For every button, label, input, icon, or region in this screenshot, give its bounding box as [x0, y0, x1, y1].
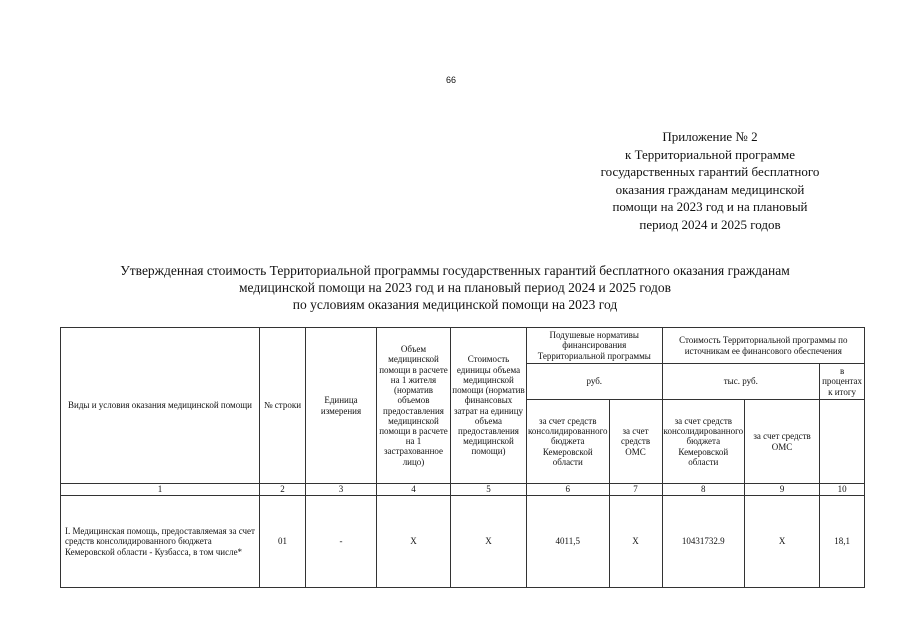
appendix-line: к Территориальной программе — [625, 146, 795, 162]
row-per-capita-oms: X — [609, 496, 662, 588]
page-number: 66 — [446, 75, 457, 85]
row-cost-budget: 10431732.9 — [662, 496, 745, 588]
column-number: 9 — [745, 484, 820, 496]
table-row — [61, 496, 865, 588]
column-number: 4 — [377, 484, 451, 496]
title-line: по условиям оказания медицинской помощи на 2023 год — [292, 297, 618, 312]
column-number: 2 — [260, 484, 306, 496]
appendix-line: период 2024 и 2025 годов — [639, 216, 781, 232]
column-number: 1 — [61, 484, 260, 496]
row-label: I. Медицинская помощь, предоставляемая за счет средств консолидированного бюджета Кемеровской области - Кузбасса, в том числе* — [61, 496, 260, 588]
appendix-line: оказания гражданам медицинской — [615, 181, 805, 197]
header-oms-funds: за счет средств ОМС — [609, 400, 662, 484]
header-oms-funds: за счет средств ОМС — [745, 400, 820, 484]
header-cost-sources: Стоимость Территориальной программы по источникам ее финансового обеспечения — [662, 328, 865, 364]
header-rub: руб. — [527, 364, 663, 400]
header-per-capita: Подушевые нормативы финансирования Территориальной программы — [527, 328, 663, 364]
appendix-header — [560, 128, 860, 233]
header-row-number: № строки — [260, 328, 306, 484]
header-unit: Единица измерения — [306, 328, 377, 484]
title-line: медицинской помощи на 2023 год и на плановый период 2024 и 2025 годов — [239, 280, 671, 295]
column-number: 6 — [527, 484, 610, 496]
header-budget-funds: за счет средств консолидированного бюджета Кемеровской области — [527, 400, 610, 484]
column-number: 8 — [662, 484, 745, 496]
header-volume: Объем медицинской помощи в расчете на 1 жителя (норматив объемов предоставления медицинской помощи в расчете на 1 застрахованное лицо) — [377, 328, 451, 484]
row-number: 01 — [260, 496, 306, 588]
row-per-capita-budget: 4011,5 — [527, 496, 610, 588]
column-number: 3 — [306, 484, 377, 496]
column-number: 7 — [609, 484, 662, 496]
header-unit-cost: Стоимость единицы объема медицинской помощи (норматив финансовых затрат на единицу объема предоставления медицинской помощи) — [451, 328, 527, 484]
row-unit: - — [306, 496, 377, 588]
row-cost-oms: X — [745, 496, 820, 588]
header-percent-blank — [820, 400, 865, 484]
appendix-line: помощи на 2023 год и на плановый — [612, 199, 808, 214]
row-unit-cost: X — [451, 496, 527, 588]
header-types: Виды и условия оказания медицинской помощи — [61, 328, 260, 484]
document-title — [40, 262, 870, 313]
cost-table — [60, 327, 865, 588]
header-percent: в процентах к итогу — [820, 364, 865, 400]
row-percent: 18,1 — [820, 496, 865, 588]
column-number: 5 — [451, 484, 527, 496]
row-volume: X — [377, 496, 451, 588]
header-budget-funds: за счет средств консолидированного бюджета Кемеровской области — [662, 400, 745, 484]
header-thousand-rub: тыс. руб. — [662, 364, 820, 400]
title-line: Утвержденная стоимость Территориальной программы государственных гарантий бесплатного оказания гражданам — [120, 263, 790, 278]
column-number: 10 — [820, 484, 865, 496]
appendix-line: Приложение № 2 — [662, 129, 758, 144]
appendix-line: государственных гарантий бесплатного — [600, 164, 820, 179]
column-numbers-row — [61, 484, 865, 496]
